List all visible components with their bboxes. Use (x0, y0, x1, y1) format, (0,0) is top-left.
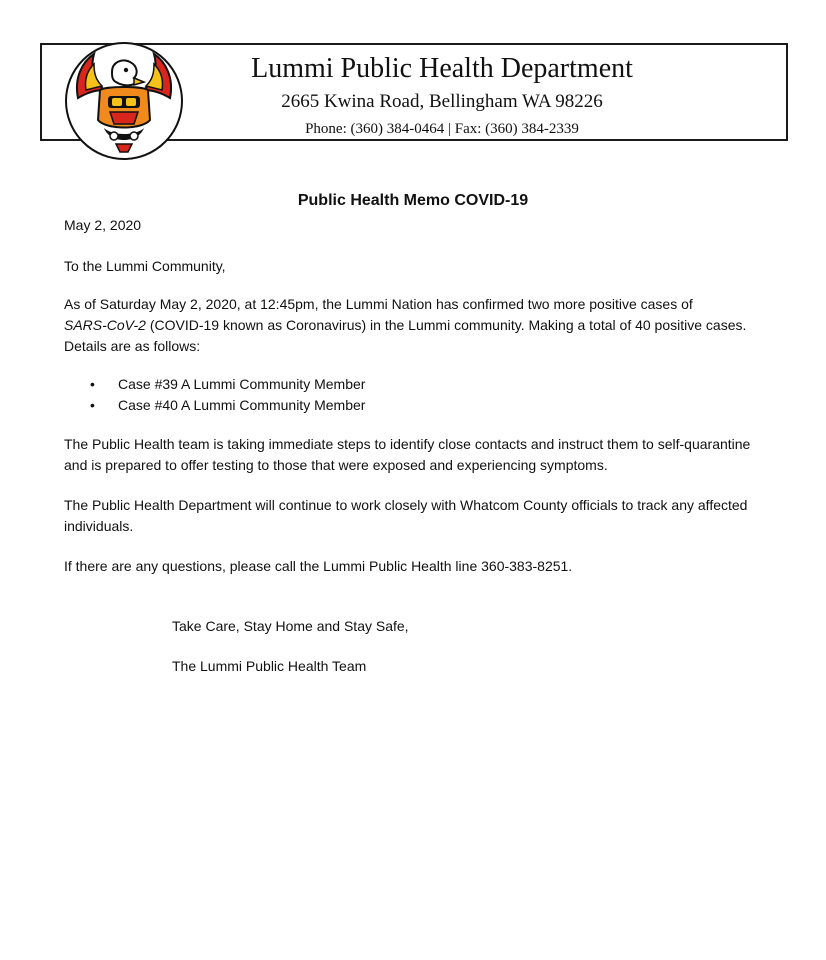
paragraph-case-update (64, 294, 764, 357)
virus-name: SARS-CoV-2 (64, 317, 146, 333)
case-label: Case #40 A Lummi Community Member (118, 397, 366, 413)
memo-title: Public Health Memo COVID-19 (297, 192, 529, 209)
memo-date: May 2, 2020 (64, 217, 142, 233)
list-item (88, 374, 365, 395)
paragraph-case-update-text-a: As of Saturday May 2, 2020, at 12:45pm, the Lummi Nation has confirmed two more positive cases of (64, 296, 693, 312)
org-name: Lummi Public Health Department (251, 53, 633, 84)
salutation: To the Lummi Community, (64, 258, 226, 274)
paragraph-contact-tracing: The Public Health team is taking immediate steps to identify close contacts and instruct them to self-quarantine and is prepared to offer testing to those that were exposed and experiencing symptoms. (64, 436, 751, 473)
case-label: Case #39 A Lummi Community Member (118, 376, 366, 392)
paragraph-county-coordination: The Public Health Department will continue to work closely with Whatcom County officials to track any affected individuals. (64, 497, 748, 534)
case-list (88, 374, 365, 416)
paragraph-contact-line: If there are any questions, please call the Lummi Public Health line 360-383-8251. (64, 558, 573, 574)
list-item (88, 395, 365, 416)
org-address: 2665 Kwina Road, Bellingham WA 98226 (281, 91, 603, 112)
closing-line: Take Care, Stay Home and Stay Safe, (172, 618, 409, 634)
signature: The Lummi Public Health Team (172, 658, 367, 674)
paragraph-case-update-text-b: (COVID-19 known as Coronavirus) in the Lummi community. Making a total of 40 positive cases. Details are as follows: (64, 317, 747, 354)
org-phone-fax: Phone: (360) 384-0464 | Fax: (360) 384-2339 (305, 121, 579, 137)
bullet-icon: • (90, 397, 95, 413)
bullet-icon: • (90, 376, 95, 392)
